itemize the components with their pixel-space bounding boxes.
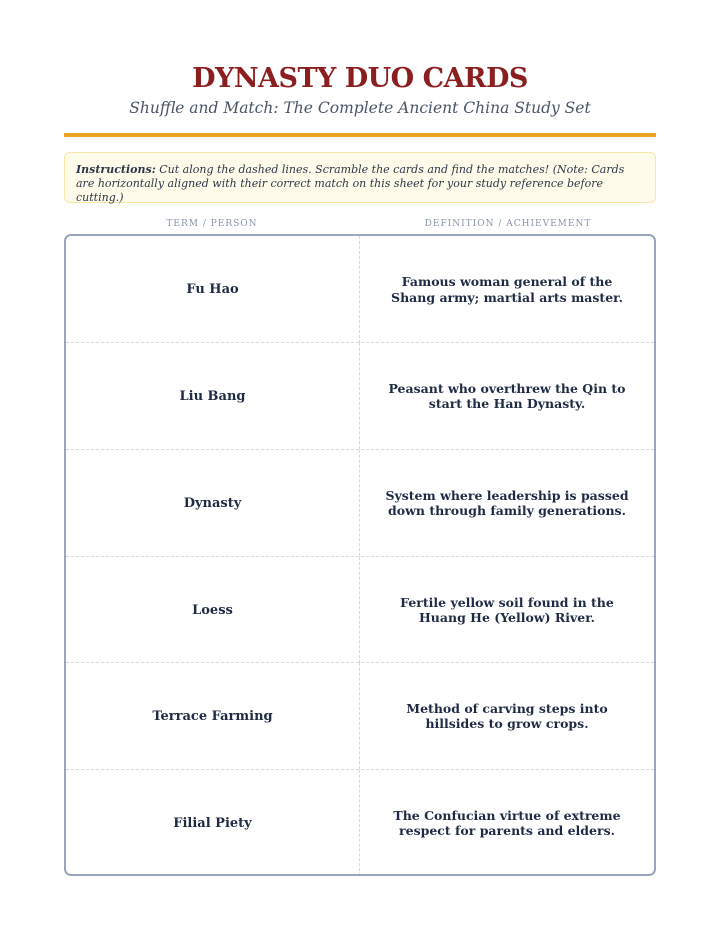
column-headers (64, 217, 656, 231)
instructions-text: Cut along the dashed lines. Scramble the cards and find the matches! (Note: Cards are horizontally aligned with their correct match on this sheet for your study reference before cutting.) (76, 163, 625, 204)
term-card: Fu Hao (66, 236, 360, 343)
card-row (66, 662, 654, 769)
column-header-term: TERM / PERSON (166, 219, 258, 229)
card-row (66, 556, 654, 663)
term-card: Loess (66, 557, 360, 663)
term-card: Dynasty (66, 450, 360, 556)
term-card: Liu Bang (66, 343, 360, 449)
title-divider (64, 133, 656, 137)
instructions-box (64, 152, 656, 203)
term-card: Terrace Farming (66, 663, 360, 769)
card-row (66, 342, 654, 449)
definition-card: The Confucian virtue of extreme respect for parents and elders. (393, 807, 621, 838)
term-card: Filial Piety (66, 770, 360, 876)
card-row (66, 449, 654, 556)
column-header-definition: DEFINITION / ACHIEVEMENT (424, 219, 592, 229)
card-grid (64, 234, 656, 876)
definition-card: System where leadership is passed down through family generations. (385, 487, 629, 518)
definition-card: Fertile yellow soil found in the Huang He (Yellow) River. (400, 594, 614, 625)
page-subtitle: Shuffle and Match: The Complete Ancient China Study Set (129, 99, 591, 117)
definition-card: Famous woman general of the Shang army; martial arts master. (391, 274, 623, 305)
card-row (66, 769, 654, 876)
definition-card: Method of carving steps into hillsides to grow crops. (406, 700, 608, 731)
instructions-label: Instructions: (76, 163, 156, 176)
card-row (66, 236, 654, 343)
page-title: DYNASTY DUO CARDS (192, 63, 528, 94)
definition-card: Peasant who overthrew the Qin to start the Han Dynasty. (388, 380, 626, 411)
